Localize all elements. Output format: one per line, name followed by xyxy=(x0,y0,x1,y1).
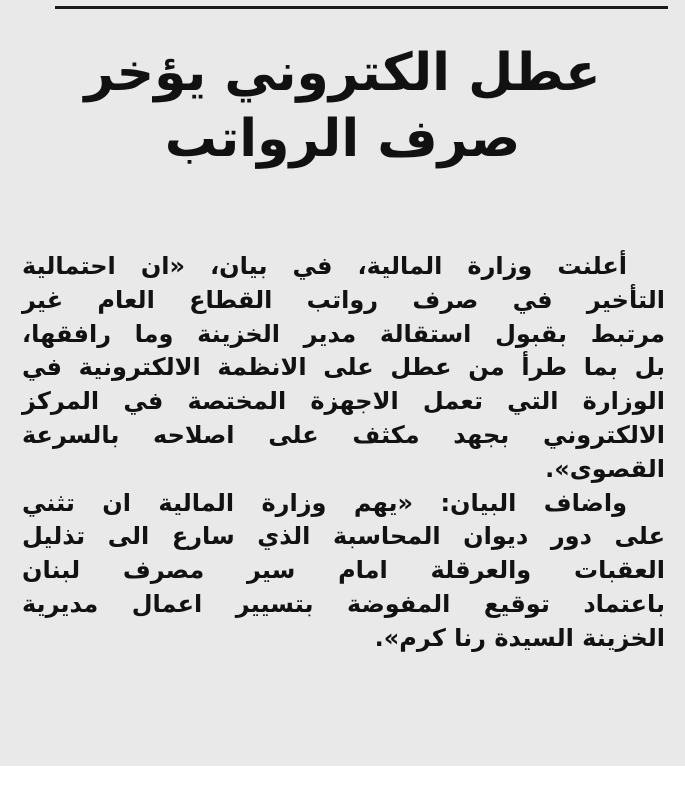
top-rule-divider xyxy=(55,6,668,9)
paragraph-1 xyxy=(22,250,665,487)
paragraph-2-line-4: باعتماد توقيع المفوضة بتسيير اعمال مديرية xyxy=(22,589,665,618)
paragraph-1-line-3: مرتبط بقبول استقالة مدير الخزينة وما رافقها، xyxy=(22,319,665,348)
paragraph-1-line-1: أعلنت وزارة المالية، في بيان، «ان احتمالية xyxy=(22,252,627,280)
paragraph-2-line-2: على دور ديوان المحاسبة الذي سارع الى تذليل xyxy=(22,522,665,551)
headline-line-2: صرف الرواتب xyxy=(164,109,521,169)
headline xyxy=(20,40,665,172)
paragraph-2-line-3: العقبات والعرقلة امام سير مصرف لبنان xyxy=(22,556,665,585)
paragraph-1-line-2: التأخير في صرف رواتب القطاع العام غير xyxy=(22,285,665,314)
headline-line-1: عطل الكتروني يؤخر xyxy=(84,43,601,103)
paragraph-1-line-5: الوزارة التي تعمل الاجهزة المختصة في المركز xyxy=(22,387,665,416)
paragraph-1-line-4: بل بما طرأ من عطل على الانظمة الالكترونية في xyxy=(22,353,665,382)
paragraph-2-line-1: واضاف البيان: «يهم وزارة المالية ان تثني xyxy=(22,488,627,517)
paragraph-2 xyxy=(22,487,665,656)
paragraph-2-line-5: الخزينة السيدة رنا كرم». xyxy=(374,623,665,652)
paragraph-1-line-6: الالكتروني بجهد مكثف على اصلاحه بالسرعة xyxy=(22,420,665,449)
article-body xyxy=(22,250,665,656)
paragraph-1-line-7: القصوى». xyxy=(545,454,665,483)
